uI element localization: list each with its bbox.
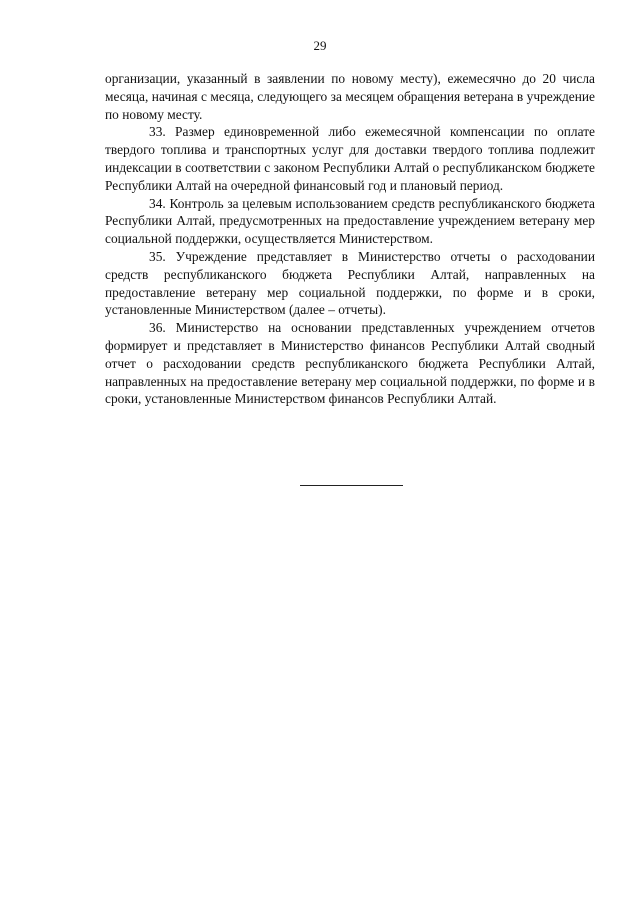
document-body (105, 70, 595, 408)
paragraph-34: 34. Контроль за целевым использованием средств республиканского бюджета Республики Алтай, предусмотренных на предоставление учреждением ветерану мер социальной поддержки, осуществляется Министерством. (105, 195, 595, 247)
paragraph-continuation: организации, указанный в заявлении по новому месту), ежемесячно до 20 числа месяца, начиная с месяца, следующего за месяцем обращения ветерана в учреждение по новому месту. (105, 71, 595, 122)
paragraph-36: 36. Министерство на основании представленных учреждением отчетов формирует и представляет в Министерство финансов Республики Алтай сводный отчет о расходовании средств республиканского бюджета Республики Алтай, направленных на предоставление ветерану мер социальной поддержки, по форме и в сроки, установленные Министерством финансов Республики Алтай. (105, 320, 595, 407)
paragraph-33: 33. Размер единовременной либо ежемесячной компенсации по оплате твердого топлива и транспортных услуг для доставки твердого топлива подлежит индексации в соответствии с законом Республики Алтай о республиканском бюджете Республики Алтай на очередной финансовый год и плановый период. (105, 124, 595, 193)
paragraph-35: 35. Учреждение представляет в Министерство отчеты о расходовании средств республиканского бюджета Республики Алтай, направленных на предоставление ветерану мер социальной поддержки, по форме и в сроки, установленные Министерством (далее – отчеты). (105, 248, 595, 318)
end-of-document-rule (300, 485, 403, 486)
page-number: 29 (313, 38, 327, 53)
